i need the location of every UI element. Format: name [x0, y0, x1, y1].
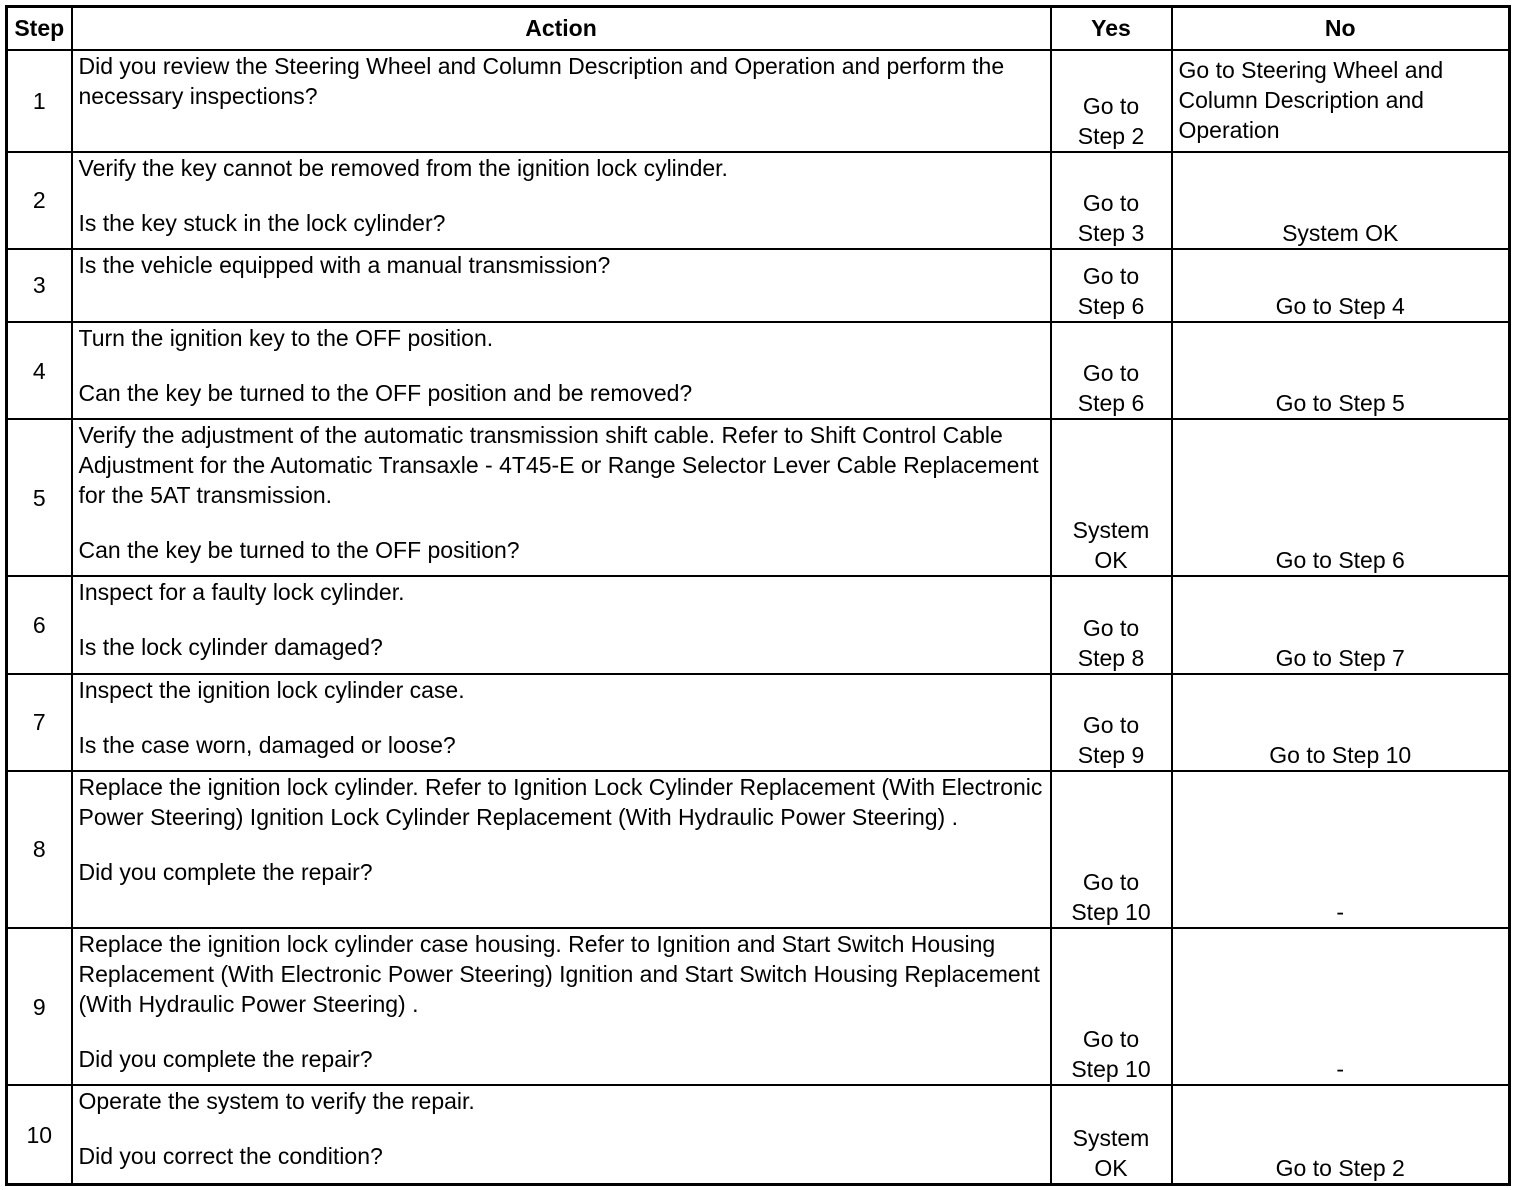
action-question: Is the key stuck in the lock cylinder? [78, 209, 446, 236]
no-cell: Go to Steering Wheel and Column Description and Operation [1172, 50, 1510, 152]
yes-cell [1051, 50, 1172, 152]
table-row [7, 152, 1510, 249]
yes-text: Go to Step 3 [1077, 189, 1145, 246]
table-row [7, 419, 1510, 576]
action-text: Replace the ignition lock cylinder case housing. Refer to Ignition and Start Switch Housing Replacement (With Electronic Power Steering) Ignition and Start Switch Housing Replacement (With Hydraulic Power Steering) . [78, 930, 1040, 1017]
header-row [7, 7, 1510, 50]
yes-text: Go to Step 8 [1077, 614, 1145, 671]
step-number: 4 [7, 322, 72, 419]
action-text: Inspect the ignition lock cylinder case. [78, 676, 465, 703]
no-cell: - [1172, 928, 1510, 1085]
action-text: Inspect for a faulty lock cylinder. [78, 579, 405, 606]
no-cell: Go to Step 4 [1172, 249, 1510, 322]
header-step: Step [7, 7, 72, 50]
yes-text: Go to Step 6 [1077, 360, 1145, 417]
action-cell [72, 1085, 1051, 1184]
action-text: Is the vehicle equipped with a manual transmission? [78, 251, 611, 278]
action-text: Replace the ignition lock cylinder. Refer to Ignition Lock Cylinder Replacement (With Electronic Power Steering) Ignition Lock Cylinder Replacement (With Hydraulic Power Steering) . [78, 773, 1043, 830]
no-cell: Go to Step 5 [1172, 322, 1510, 419]
yes-cell [1051, 674, 1172, 771]
step-number: 1 [7, 50, 72, 152]
action-cell [72, 322, 1051, 419]
yes-text: System OK [1072, 517, 1150, 574]
yes-cell [1051, 249, 1172, 322]
no-cell: Go to Step 7 [1172, 576, 1510, 673]
yes-cell [1051, 771, 1172, 928]
action-cell [72, 928, 1051, 1085]
diagnostic-table [5, 5, 1511, 1186]
action-cell [72, 152, 1051, 249]
action-text: Did you review the Steering Wheel and Column Description and Operation and perform the necessary inspections? [78, 52, 1005, 109]
yes-text: Go to Step 10 [1071, 1026, 1151, 1083]
action-question: Can the key be turned to the OFF position and be removed? [78, 379, 693, 406]
step-number: 10 [7, 1085, 72, 1184]
table-row [7, 1085, 1510, 1184]
action-text: Verify the key cannot be removed from the ignition lock cylinder. [78, 154, 728, 181]
no-cell: Go to Step 2 [1172, 1085, 1510, 1184]
table-row [7, 928, 1510, 1085]
no-cell: - [1172, 771, 1510, 928]
header-yes: Yes [1051, 7, 1172, 50]
action-question: Is the case worn, damaged or loose? [78, 731, 456, 758]
yes-cell [1051, 322, 1172, 419]
yes-text: Go to Step 9 [1077, 711, 1145, 768]
action-cell [72, 419, 1051, 576]
yes-text: Go to Step 6 [1077, 262, 1145, 319]
action-cell [72, 249, 1051, 322]
header-no: No [1172, 7, 1510, 50]
step-number: 2 [7, 152, 72, 249]
yes-cell [1051, 576, 1172, 673]
table-row [7, 322, 1510, 419]
table-row [7, 771, 1510, 928]
action-question: Is the lock cylinder damaged? [78, 634, 383, 661]
action-text: Turn the ignition key to the OFF position. [78, 324, 494, 351]
action-cell [72, 771, 1051, 928]
action-text: Verify the adjustment of the automatic transmission shift cable. Refer to Shift Control Cable Adjustment for the Automatic Transaxle - 4T45-E or Range Selector Lever Cable Replacement for the 5AT transmission. [78, 422, 1039, 509]
step-number: 7 [7, 674, 72, 771]
no-cell: Go to Step 6 [1172, 419, 1510, 576]
step-number: 9 [7, 928, 72, 1085]
table-row [7, 674, 1510, 771]
yes-cell [1051, 152, 1172, 249]
action-text: Operate the system to verify the repair. [78, 1088, 475, 1115]
action-question: Can the key be turned to the OFF position? [78, 537, 520, 564]
action-cell [72, 674, 1051, 771]
yes-text: Go to Step 2 [1077, 92, 1145, 149]
action-cell [72, 576, 1051, 673]
table-row [7, 249, 1510, 322]
yes-cell [1051, 928, 1172, 1085]
table-row [7, 576, 1510, 673]
yes-cell [1051, 419, 1172, 576]
step-number: 3 [7, 249, 72, 322]
yes-text: System OK [1072, 1125, 1150, 1181]
yes-text: Go to Step 10 [1071, 868, 1151, 925]
step-number: 8 [7, 771, 72, 928]
table-row [7, 50, 1510, 152]
no-cell: Go to Step 10 [1172, 674, 1510, 771]
step-number: 6 [7, 576, 72, 673]
action-question: Did you correct the condition? [78, 1143, 383, 1170]
no-cell: System OK [1172, 152, 1510, 249]
action-cell [72, 50, 1051, 152]
step-number: 5 [7, 419, 72, 576]
action-question: Did you complete the repair? [78, 858, 373, 885]
yes-cell [1051, 1085, 1172, 1184]
action-question: Did you complete the repair? [78, 1045, 373, 1072]
header-action: Action [72, 7, 1051, 50]
